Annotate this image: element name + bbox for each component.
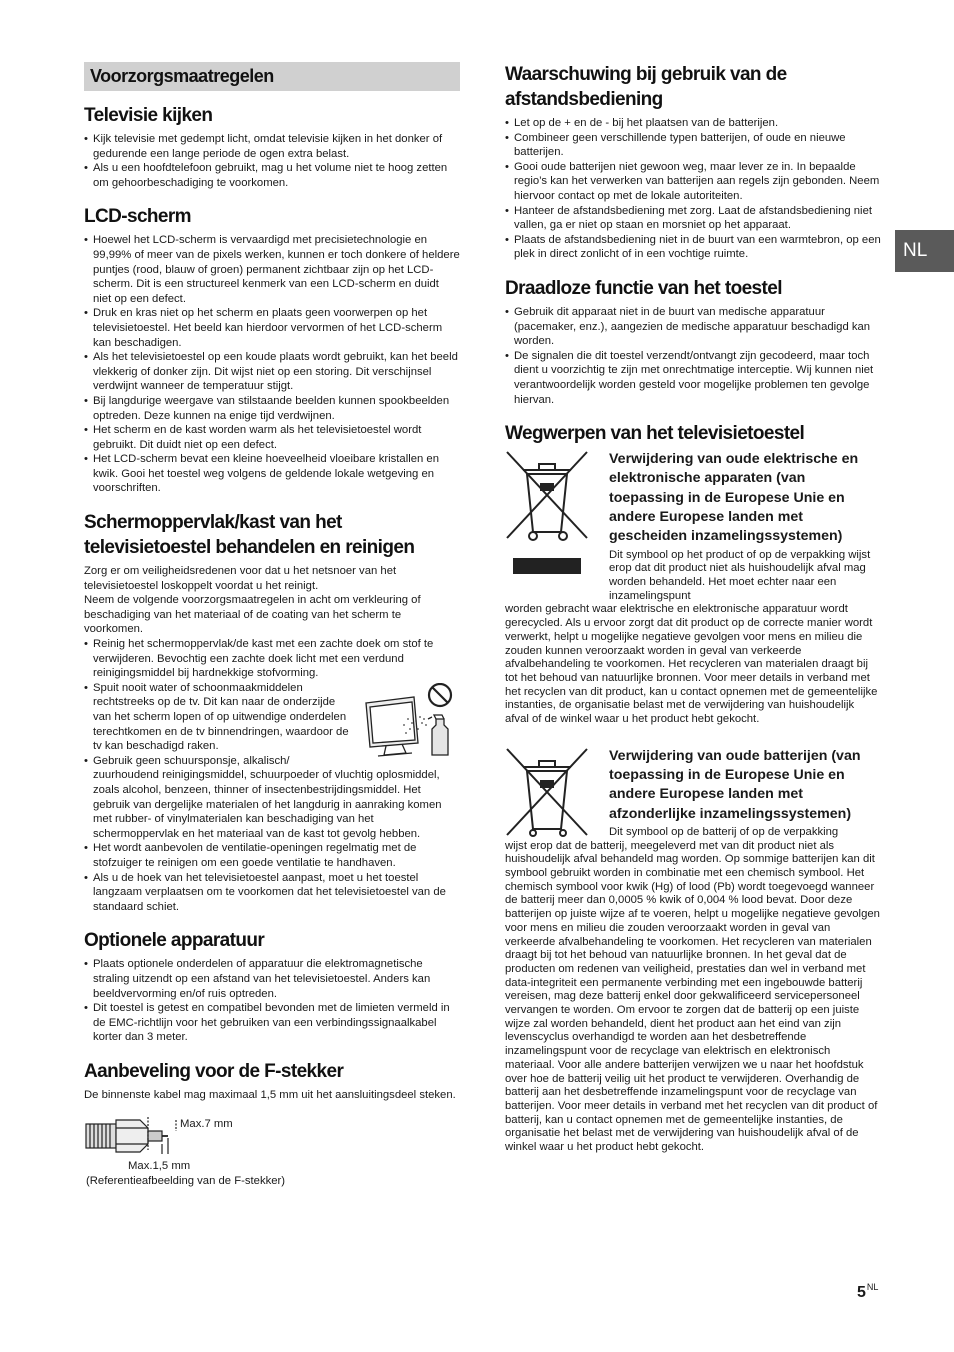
remote-heading-line1: Waarschuwing bij gebruik van de [505, 64, 787, 85]
cleaning-bullet: • Reinig het schermoppervlak/de kast met een zachte doek om stof te verwijderen. Bevochtig een zachte doek licht met een verdund reinigingsmiddel bij hardnekkige stofvorming. [84, 637, 460, 681]
cleaning-intro-1: Zorg er om veiligheidsredenen voor dat u het netsnoer van het televisietoestel loskoppelt voordat u het reinigt. [84, 565, 397, 592]
fplug-section [84, 1059, 460, 1195]
no-spray-tv-illustration [356, 683, 460, 763]
tv-section [84, 103, 460, 190]
fplug-label-max7: Max.7 mm [180, 1118, 233, 1131]
fplug-figure [84, 1114, 460, 1194]
disposal-heading: Wegwerpen van het televisietoestel [505, 423, 805, 445]
wireless-section [505, 276, 881, 407]
lcd-section [84, 204, 460, 496]
f-connector-illustration [84, 1114, 184, 1158]
remote-bullet: • Combineer geen verschillende typen batterijen, of oude en nieuwe batterijen. [505, 131, 881, 160]
lcd-bullet: • Druk en kras niet op het scherm en plaats geen voorwerpen op het televisietoestel. Het beeld kan hierdoor vervormen of het LCD-scherm kan beschadigen. [84, 306, 460, 350]
remote-heading-line2: afstandsbediening [505, 89, 663, 110]
remote-heading [505, 62, 881, 112]
cleaning-bullet: • Het wordt aanbevolen de ventilatie-openingen regelmatig met de stofzuiger te reinigen om een goede ventilatie te handhaven. [84, 841, 460, 870]
page-number-suffix: NL [866, 1282, 879, 1292]
lcd-bullet: • Het scherm en de kast worden warm als het televisietoestel wordt gebruikt. Dit duidt niet op een defect. [84, 423, 460, 452]
cleaning-bullet-spray-text: Spuit nooit water of schoonmaakmiddelen rechtstreeks op de tv. Dit kan naar de onderzijde van het scherm lopen of op uitwendige onderdelen terechtkomen en de tv binnendringen, waardoor de tv kan beschadigd raken. [93, 681, 349, 753]
fplug-caption: (Referentieafbeelding van de F-stekker) [86, 1175, 286, 1188]
language-tab: NL [895, 230, 954, 272]
cleaning-intro-2: Neem de volgende voorzorgsmaatregelen in acht om verkleuring of beschadiging van het materiaal of de coating van het scherm te voorkomen. [84, 594, 421, 636]
cleaning-heading-line2: televisietoestel behandelen en reinigen [84, 537, 415, 559]
tv-bullet: • Kijk televisie met gedempt licht, omdat televisie kijken in het donker of gedurende een lange periode de ogen extra belast. [84, 132, 460, 161]
optional-bullet: • Dit toestel is getest en compatibel bevonden met de limieten vermeld in de EMC-richtlijn voor het gebruiken van een verbindingssignaalkabel korter dan 3 meter. [84, 1001, 460, 1045]
wireless-heading: Draadloze functie van het toestel [505, 277, 782, 299]
weee-title: Verwijdering van oude elektrische en elektronische apparaten (van toepassing in de Europese Unie en andere Europese landen met gescheiden inzamelingssystemen) [609, 451, 859, 545]
weee-body-a: Dit symbool op het product of op de verpakking wijst erop dat dit product niet als huishoudelijk afval mag worden behandeld. Het moet echter naar een inzamelingspunt [609, 548, 871, 602]
battery-body-a: Dit symbool op de batterij of op de verpakking [609, 825, 839, 838]
cleaning-bullet: • Gebruik geen schuursponsje, alkalisch/ zuurhoudend reinigingsmiddel, schuurpoeder of vluchtig oplosmiddel, zoals alcohol, benzeen, thinner of insectenbestrijdingsmiddel. Het gebruik van dergelijke materialen of het langdurig in aanraking komen met rubber- of vinylmaterialen kan beschadiging van het schermoppervlak en het materiaal van de kast tot gevolg hebben. [84, 754, 460, 842]
remote-bullet: • Hanteer de afstandsbediening met zorg. Laat de afstandsbediening niet vallen, ga er niet op staan en morsniet op het apparaat. [505, 204, 881, 233]
lcd-bullet: • Bij langdurige weergave van stilstaande beelden kunnen spookbeelden optreden. Deze kunnen na enige tijd verdwijnen. [84, 394, 460, 423]
left-column [84, 62, 460, 1194]
right-column [505, 62, 881, 1155]
weee-body-b: worden gebracht waar elektrische en elektronische apparatuur wordt gerecycled. Als u ervoor zorgt dat dit product op de correcte manier wordt verwerkt, helpt u mogelijke negatieve gevolgen voor mens en milieu die zouden kunnen veroorzaakt worden in geval van verkeerde afvalbehandeling te voorkomen. Het recycleren van materialen draagt bij tot het behoud van natuurlijke bronnen. Voor meer details in verband met het recyclen van dit product, kan u contact opnemen met de gemeentelijke instanties, de organisatie belast met de verwijdering van huishoudelijk afval of de winkel waar u het product hebt gekocht. [505, 603, 878, 726]
remote-bullet: • Plaats de afstandsbediening niet in de buurt van een warmtebron, op een plek in direct zonlicht of in een vochtige ruimte. [505, 233, 881, 262]
crossed-bin-icon [505, 747, 589, 837]
lcd-heading: LCD-scherm [84, 206, 191, 228]
wireless-bullet: • De signalen die dit toestel verzendt/ontvangt zijn gecodeerd, maar toch dient u voorzichtig te zijn met onrechtmatige interceptie. Wij kunnen niet verantwoordelijk worden gesteld voor mogelijke problemen ten gevolge hiervan. [505, 349, 881, 407]
fplug-label-max15: Max.1,5 mm [128, 1160, 191, 1173]
cleaning-heading-line1: Schermoppervlak/kast van het [84, 512, 342, 534]
fplug-text: De binnenste kabel mag maximaal 1,5 mm uit het aansluitingsdeel steken. [84, 1088, 456, 1101]
lcd-bullet: • Het LCD-scherm bevat een kleine hoeveelheid vloeibare kristallen en kwik. Gooi het toestel weg volgens de geldende lokale wetgeving en voorschriften. [84, 452, 460, 496]
lcd-bullet: • Hoewel het LCD-scherm is vervaardigd met precisietechnologie en 99,99% of meer van de pixels werken, kunnen er toch donkere of heldere puntjes (rood, blauw of groen) permanent zichtbaar zijn op het LCD-scherm. Dit is een structureel kenmerk van een LCD-scherm en duidt niet op een defect. [84, 233, 460, 306]
optional-section [84, 928, 460, 1045]
tv-bullet: • Als u een hoofdtelefoon gebruikt, mag u het volume niet te hoog zetten om gehoorbeschadiging te voorkomen. [84, 161, 460, 190]
remote-bullet: • Let op de + en de - bij het plaatsen van de batterijen. [505, 116, 881, 131]
section-title-bar [84, 62, 460, 91]
page-number [857, 1282, 878, 1302]
section-title: Voorzorgsmaatregelen [90, 66, 274, 86]
remote-section [505, 62, 881, 262]
lcd-bullet: • Als het televisietoestel op een koude plaats wordt gebruikt, kan het beeld vlekkerig of donker zijn. Dit wijst niet op een storing. Dit verschijnsel verdwijnt wanneer de temperatuur stijgt. [84, 350, 460, 394]
cleaning-section [84, 510, 460, 914]
disposal-section [505, 421, 881, 1155]
cleaning-bullet-spray [84, 681, 460, 754]
battery-title: Verwijdering van oude batterijen (van toepassing in de Europese Unie en andere Europese landen met afzonderlijke inzamelingssystemen) [609, 747, 861, 822]
remote-bullet: • Gooi oude batterijen niet gewoon weg, maar lever ze in. In bepaalde regio’s kan het verwerken van batterijen aan regels zijn gebonden. Neem hiervoor contact op met de lokale autoriteiten. [505, 160, 881, 204]
fplug-heading: Aanbeveling voor de F-stekker [84, 1060, 344, 1082]
page-number-value: 5 [857, 1284, 866, 1301]
wireless-bullet: • Gebruik dit apparaat niet in de buurt van medische apparatuur (pacemaker, enz.), aangezien de medische apparatuur beschadigd kan worden. [505, 305, 881, 349]
battery-block [505, 747, 881, 1155]
tv-heading: Televisie kijken [84, 105, 213, 126]
cleaning-bullet: • Als u de hoek van het televisietoestel aanpast, moet u het toestel langzaam verplaatsen om te voorkomen dat het televisietoestel van de standaard schiet. [84, 871, 460, 915]
crossed-bin-with-bar-icon [505, 450, 589, 574]
battery-body-b: wijst erop dat de batterij, meegeleverd met van dit product niet als huishoudelijk afval behandeld mag worden. Op sommige batterijen kan dit symbool gebruikt worden in combinatie met een chemisch symbool. Het chemisch symbool voor kwik (Hg) of lood (Pb) wordt toegevoegd wanneer de batterij meer dan 0,0005 % kwik of 0,004 % lood bevat. Door deze batterijen op juiste wijze af te voeren, helpt u mogelijke negatieve gevolgen voor mens en milieu die zouden veroorzaakt worden in geval van verkeerde afvalbehandeling te voorkomen. Het recycleren van materialen draagt bij tot het behoud van natuurlijke bronnen. In het geval dat de producten om redenen van veiligheid, prestaties dan wel in verband met data-integriteit een permanente verbinding met een ingebouwde batterij vereisen, mag deze batterij enkel door gekwalificeerd servicepersoneel vervangen te worden. Om ervoor te zorgen dat de batterij op een juiste wijze zal worden behandeld, dient het product aan het eind van zijn levenscyclus overhandigd te worden aan het desbetreffende inzamelingspunt voor de recyclage van elektrisch en elektronisch materiaal. Voor alle andere batterijen verwijzen we u naar het hoofdstuk over hoe de batterij veilig uit het product te verwijderen. Overhandig de batterij aan het desbetreffende inzamelingspunt voor de recyclage van batterijen. Voor meer details in verband met het recyclen van dit product of batterij, kan u contact opnemen met de gemeentelijke instanties, de organisatie het belast met de verwijdering van huishoudelijk afval of de winkel waar u het product hebt gekocht. [505, 839, 880, 1154]
optional-heading: Optionele apparatuur [84, 930, 265, 952]
optional-bullet: • Plaats optionele onderdelen of apparatuur die elektromagnetische straling uitzendt op een afstand van het televisietoestel. Anders kan beeldvervorming en/of ruis optreden. [84, 957, 460, 1001]
weee-block [505, 450, 881, 727]
cleaning-heading [84, 510, 460, 560]
